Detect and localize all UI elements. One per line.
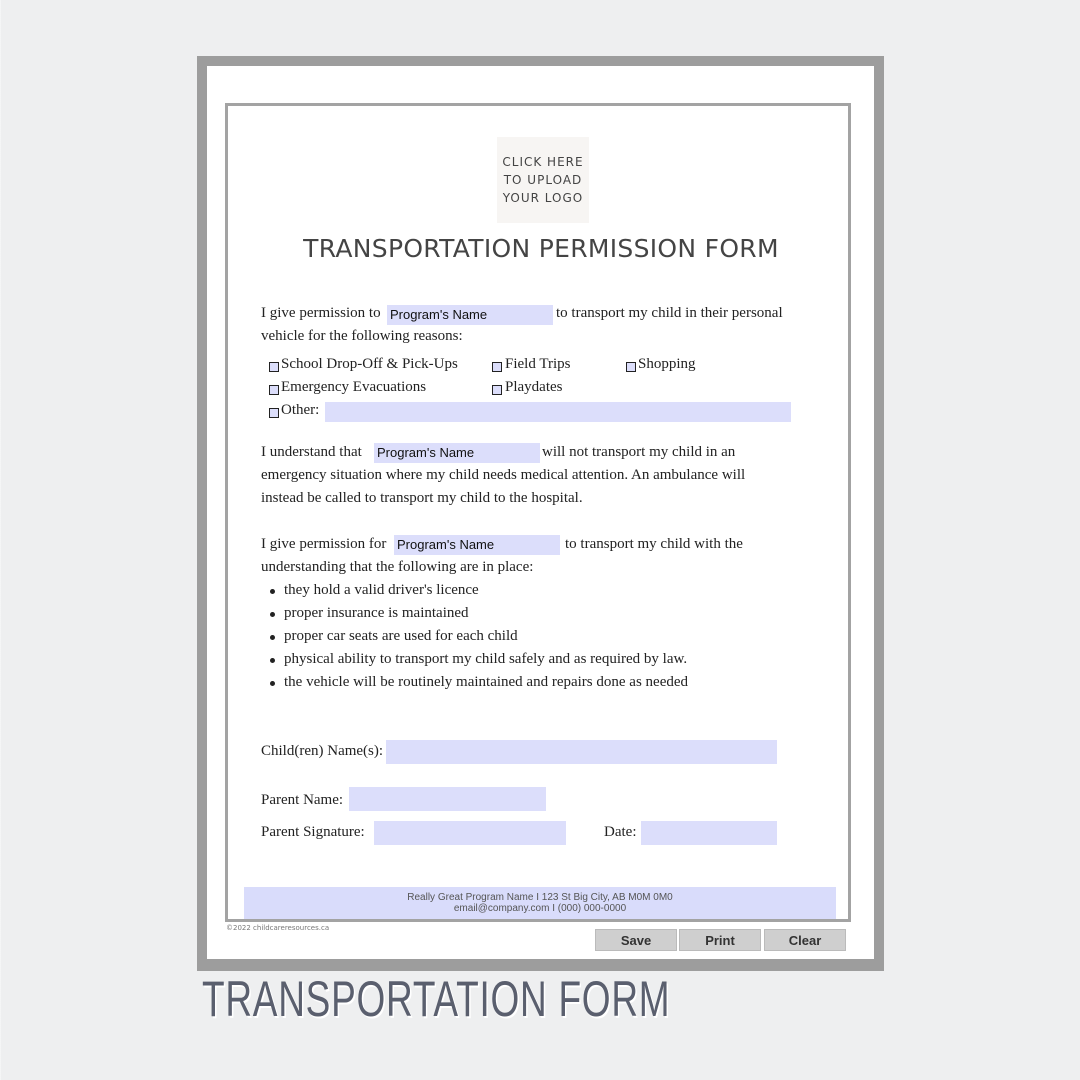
permission-line-2: understanding that the following are in place: [261,559,534,575]
parent-name-field[interactable] [349,787,546,811]
parent-signature-field[interactable] [374,821,566,845]
condition-item: proper insurance is maintained [284,605,469,621]
copyright-notice: ©2022 childcareresources.ca [226,924,330,932]
label-emergency: Emergency Evacuations [281,379,427,395]
condition-item: physical ability to transport my child safely and as required by law. [284,651,688,667]
label-school: School Drop-Off & Pick-Ups [281,356,458,372]
logo-upload-placeholder[interactable] [497,137,589,223]
bullet-dot [270,612,275,617]
parent-name-label: Parent Name: [261,792,344,808]
program-info-footer[interactable] [244,887,836,919]
bullet-dot [270,681,275,686]
checkbox-school[interactable] [269,362,279,372]
program-name-field-3[interactable]: Program's Name [394,535,560,555]
clear-button[interactable]: Clear [764,929,846,951]
checkbox-shopping[interactable] [626,362,636,372]
permission-text-3b: to transport my child with the [565,536,743,552]
label-field-trips: Field Trips [505,356,571,372]
permission-text-1b: to transport my child in their personal [556,305,783,321]
checkbox-emergency[interactable] [269,385,279,395]
print-button[interactable]: Print [679,929,761,951]
understand-line-3: instead be called to transport my child to the hospital. [261,490,583,506]
product-caption: TRANSPORTATION FORM [202,971,671,1027]
permission-text-1a: I give permission to [261,305,381,321]
condition-item: the vehicle will be routinely maintained and repairs done as needed [284,674,689,690]
bullet-dot [270,589,275,594]
program-name-field-2[interactable]: Program's Name [374,443,540,463]
understand-text-a: I understand that [261,444,362,460]
understand-line-2: emergency situation where my child needs medical attention. An ambulance will [261,467,746,483]
condition-item: they hold a valid driver's licence [284,582,479,598]
parent-signature-label: Parent Signature: [261,824,365,840]
date-label: Date: [604,824,637,840]
other-reason-field[interactable] [325,402,791,422]
save-button[interactable]: Save [595,929,677,951]
footer-address: Really Great Program Name I 123 St Big City, AB M0M 0M0 [407,892,673,903]
children-names-label: Child(ren) Name(s): [261,743,384,759]
label-other: Other: [281,402,320,418]
checkbox-field-trips[interactable] [492,362,502,372]
label-playdates: Playdates [505,379,563,395]
logo-line-3: YOUR LOGO [502,191,584,205]
date-field[interactable] [641,821,777,845]
checkbox-playdates[interactable] [492,385,502,395]
understand-text-b: will not transport my child in an [542,444,736,460]
checkbox-other[interactable] [269,408,279,418]
permission-text-3a: I give permission for [261,536,387,552]
bullet-dot [270,635,275,640]
permission-text-1c: vehicle for the following reasons: [261,328,463,344]
logo-line-1: CLICK HERE [502,155,584,169]
bullet-dot [270,658,275,663]
form-title: TRANSPORTATION PERMISSION FORM [303,234,779,263]
label-shopping: Shopping [638,356,696,372]
program-name-field-1[interactable]: Program's Name [387,305,553,325]
condition-item: proper car seats are used for each child [284,628,518,644]
children-names-field[interactable] [386,740,777,764]
logo-line-2: TO UPLOAD [503,173,583,187]
footer-contact: email@company.com I (000) 000-0000 [453,903,627,914]
